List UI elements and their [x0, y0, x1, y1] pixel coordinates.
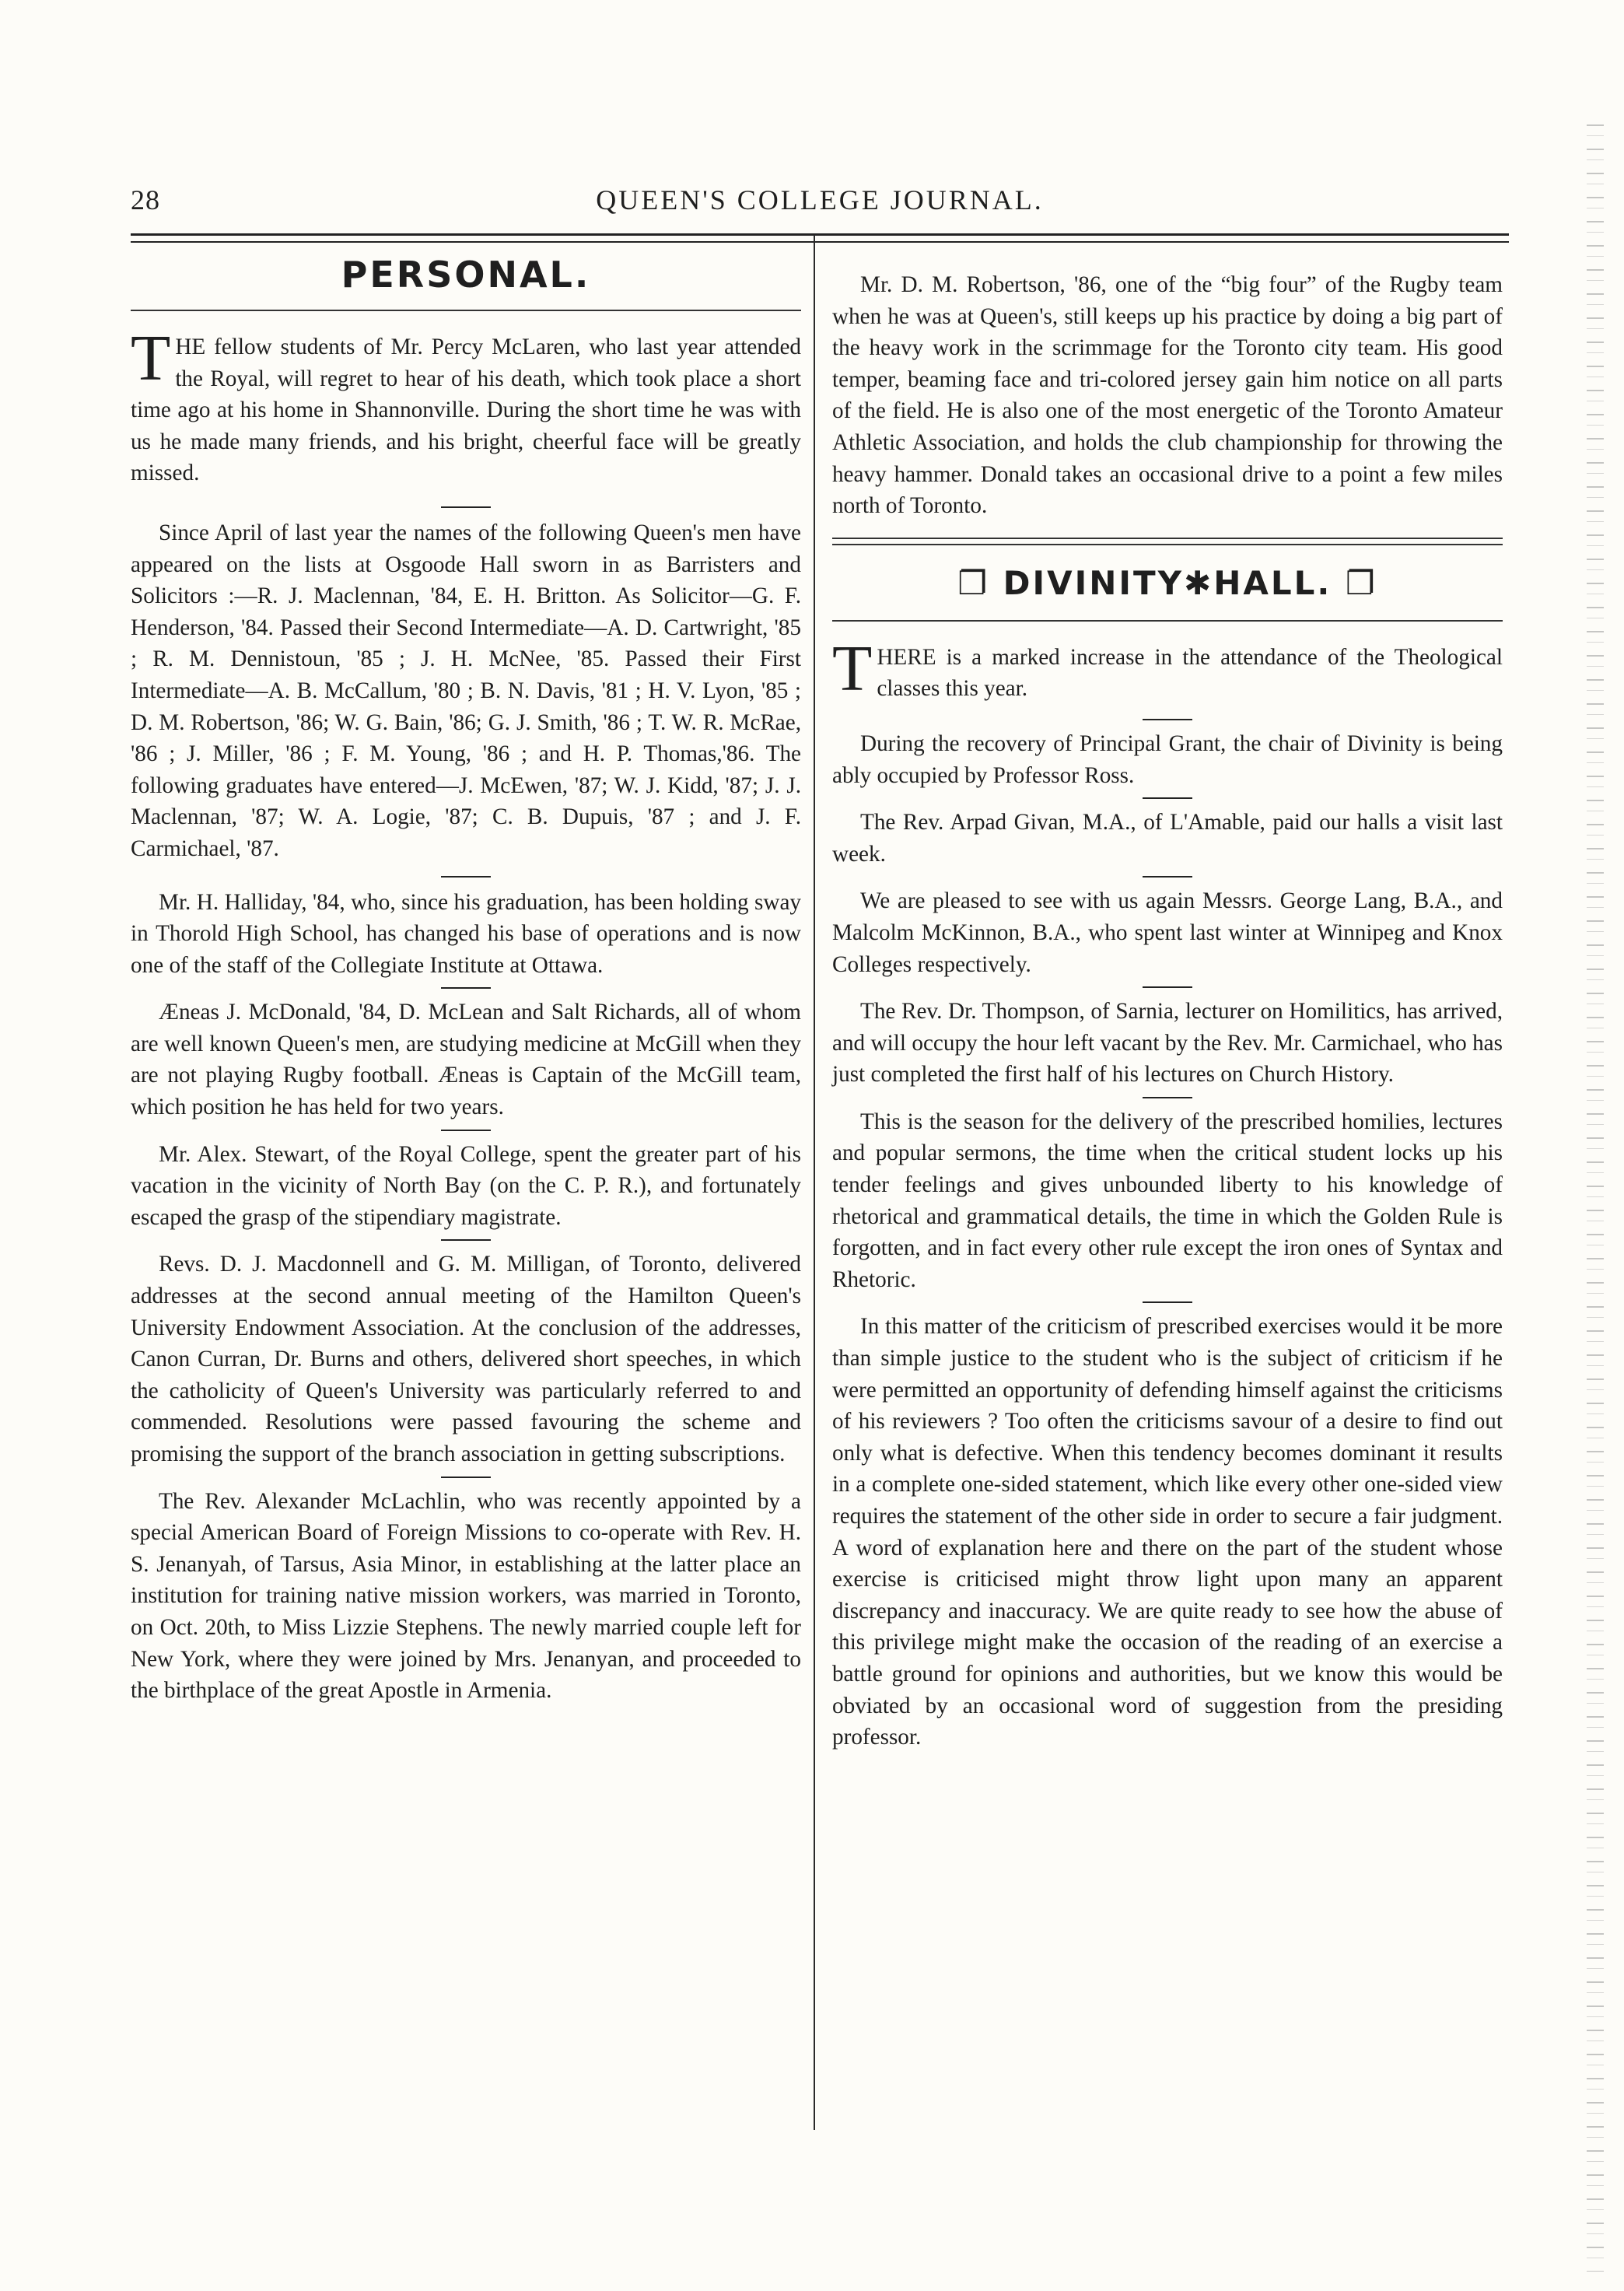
section-double-rule-a — [832, 538, 1503, 539]
personal-para-6: Revs. D. J. Macdonnell and G. M. Milligan, of Toronto, delivered addresses at the second annual meeting of the Hamilton Queen's University Endowment Association. At the conclusion of the addresses, Canon Curran, Dr. Burns and others, delivered short speeches, in which the catholicity of Queen's University was particularly referred to and commended. Resolutions were passed favouring the scheme and promising the support of the branch association in getting subscriptions. — [131, 1252, 801, 1466]
personal-para-7: The Rev. Alexander McLachlin, who was recently appointed by a special American Board of Foreign Missions to co-operate with Rev. H. S. Jenanyah, of Tarsus, Asia Minor, in establishing at the latter place an institution for training native mission workers, was married in Toronto, on Oct. 20th, to Miss Lizzie Stephens. The newly married couple left for New York, where they were joined by Mrs. Jenanyan, and proceeded to the birthplace of the great Apostle in Armenia. — [131, 1488, 801, 1704]
separator — [441, 1477, 491, 1478]
separator — [441, 1130, 491, 1131]
flourish-left-icon: ❐ — [957, 563, 989, 602]
personal-para-4: Æneas J. McDonald, '84, D. McLean and Salt Richards, all of whom are well known Queen's men, are studying medicine at McGill when they are not playing Rugby football. Æneas is Captain of the McGill team, which position he has held for two years. — [131, 1000, 801, 1120]
robertson-para: Mr. D. M. Robertson, '86, one of the “big four” of the Rugby team when he was at Queen's, still keeps up his practice by doing a big part of the heavy work in the scrimmage for the Toronto city team. His good temper, beaming face and tri-colored jersey gain him notice on all parts of the field. He is also one of the most energetic of the Toronto Amateur Athletic Association, and holds the club championship for throwing the heavy hammer. Donald takes an occasional drive to a point a few miles north of Toronto. — [832, 272, 1503, 519]
divinity-para-5: The Rev. Dr. Thompson, of Sarnia, lecturer on Homilitics, has arrived, and will occupy the hour left vacant by the Rev. Mr. Carmichael, who has just completed the first half of his lectures on Church History. — [832, 999, 1503, 1088]
separator — [1143, 719, 1192, 720]
right-column — [832, 246, 1503, 1753]
divinity-para-6: This is the season for the delivery of the prescribed homilies, lectures and popular sermons, the time when the critical student locks up his tender feelings and gives unbounded liberty to his knowledge of rhetorical and grammatical details, the time in which the Golden Rule is forgotten, and in fact every other rule except the iron ones of Syntax and Rhetoric. — [832, 1109, 1503, 1292]
separator — [441, 1239, 491, 1241]
divinity-para-7: In this matter of the criticism of prescribed exercises would it be more than simple justice to the student who is the subject of criticism if he were permitted an opportunity of defending himself against the criticisms of his reviewers ? Too often the criticisms savour of a desire to find out only what is defective. When this tendency becomes dominant it results in a complete one-sided statement, which like every other one-sided view requires the statement of the other side in order to secure a fair judgment. A word of explanation here and there on the part of the student whose exercise is criticised might throw light upon many an apparent discrepancy and inaccuracy. We are quite ready to see how the abuse of this privilege might make the occasion of the reading of an exercise a battle ground for opinions and authorities, but we know this would be obviated by an occasional word of suggestion from the presiding professor. — [832, 1314, 1503, 1750]
personal-para-1: THE fellow students of Mr. Percy McLaren, who last year attended the Royal, will regret to hear of his death, which took place a short time ago at his home in Shannonville. During the short time he was with us he made many friends, and his bright, cheerful face will be greatly missed. — [131, 322, 801, 486]
header-rule-top — [131, 233, 1509, 236]
divinity-para-4: We are pleased to see with us again Messrs. George Lang, B.A., and Malcolm McKinnon, B.A., who spent last winter at Winnipeg and Knox Colleges respectively. — [832, 888, 1503, 977]
separator — [1143, 876, 1192, 878]
separator — [1143, 1301, 1192, 1303]
personal-title-rule — [131, 310, 801, 311]
section-double-rule-b — [832, 544, 1503, 545]
flourish-right-icon: ❐ — [1346, 563, 1377, 602]
separator — [1143, 1097, 1192, 1098]
scan-edge — [1587, 124, 1604, 2272]
personal-para-5: Mr. Alex. Stewart, of the Royal College, spent the greater part of his vacation in the vicinity of North Bay (on the C. P. R.), and fortunately escaped the grasp of the stipendiary magistrate. — [131, 1141, 801, 1230]
divinity-title: ❐ DIVINITY✱HALL. ❐ — [957, 563, 1377, 602]
column-divider — [814, 235, 815, 2130]
personal-dropcap: T — [131, 322, 171, 394]
divinity-dropcap: T — [832, 632, 873, 705]
personal-para-3: Mr. H. Halliday, '84, who, since his graduation, has been holding sway in Thorold High School, has changed his base of operations and is now one of the staff of the Collegiate Institute at Ottawa. — [131, 889, 801, 978]
separator — [441, 506, 491, 508]
header-rule-bottom — [131, 241, 1509, 243]
page-header — [131, 184, 1509, 224]
page-number: 28 — [131, 184, 160, 215]
separator — [1143, 986, 1192, 988]
separator — [441, 987, 491, 989]
divinity-para-2: During the recovery of Principal Grant, the chair of Divinity is being ably occupied by Professor Ross. — [832, 730, 1503, 788]
personal-para-2: Since April of last year the names of the following Queen's men have appeared on the lists at Osgoode Hall sworn in as Barristers and Solicitors :—R. J. Maclennan, '84, E. H. Britton. As Solicitor—G. F. Henderson, '84. Passed their Second Intermediate—A. D. Cartwright, '85 ; R. M. Dennistoun, '85 ; J. H. McNee, '85. Passed their First Intermediate—A. B. McCallum, '80 ; B. N. Davis, '81 ; H. V. Lyon, '85 ; D. M. Robertson, '86; W. G. Bain, '86; G. J. Smith, '86 ; T. W. R. McRae, '86 ; J. Miller, '86 ; F. M. Young, '86 ; and H. P. Thomas,'86. The following graduates have entered—J. McEwen, '87; W. J. Kidd, '87; J. J. Maclennan, '87; W. A. Logie, '87; C. B. Dupuis, '87 ; and J. F. Carmichael, '87. — [131, 520, 801, 861]
journal-title: QUEEN'S COLLEGE JOURNAL. — [596, 184, 1044, 215]
separator — [1143, 797, 1192, 799]
divinity-para-1: THERE is a marked increase in the attendance of the Theological classes this year. — [832, 632, 1503, 705]
divinity-title-rule — [832, 620, 1503, 622]
divinity-para-3: The Rev. Arpad Givan, M.A., of L'Amable, paid our halls a visit last week. — [832, 810, 1503, 867]
separator — [441, 876, 491, 878]
personal-title: PERSONAL. — [341, 254, 591, 296]
personal-column — [131, 246, 801, 1707]
